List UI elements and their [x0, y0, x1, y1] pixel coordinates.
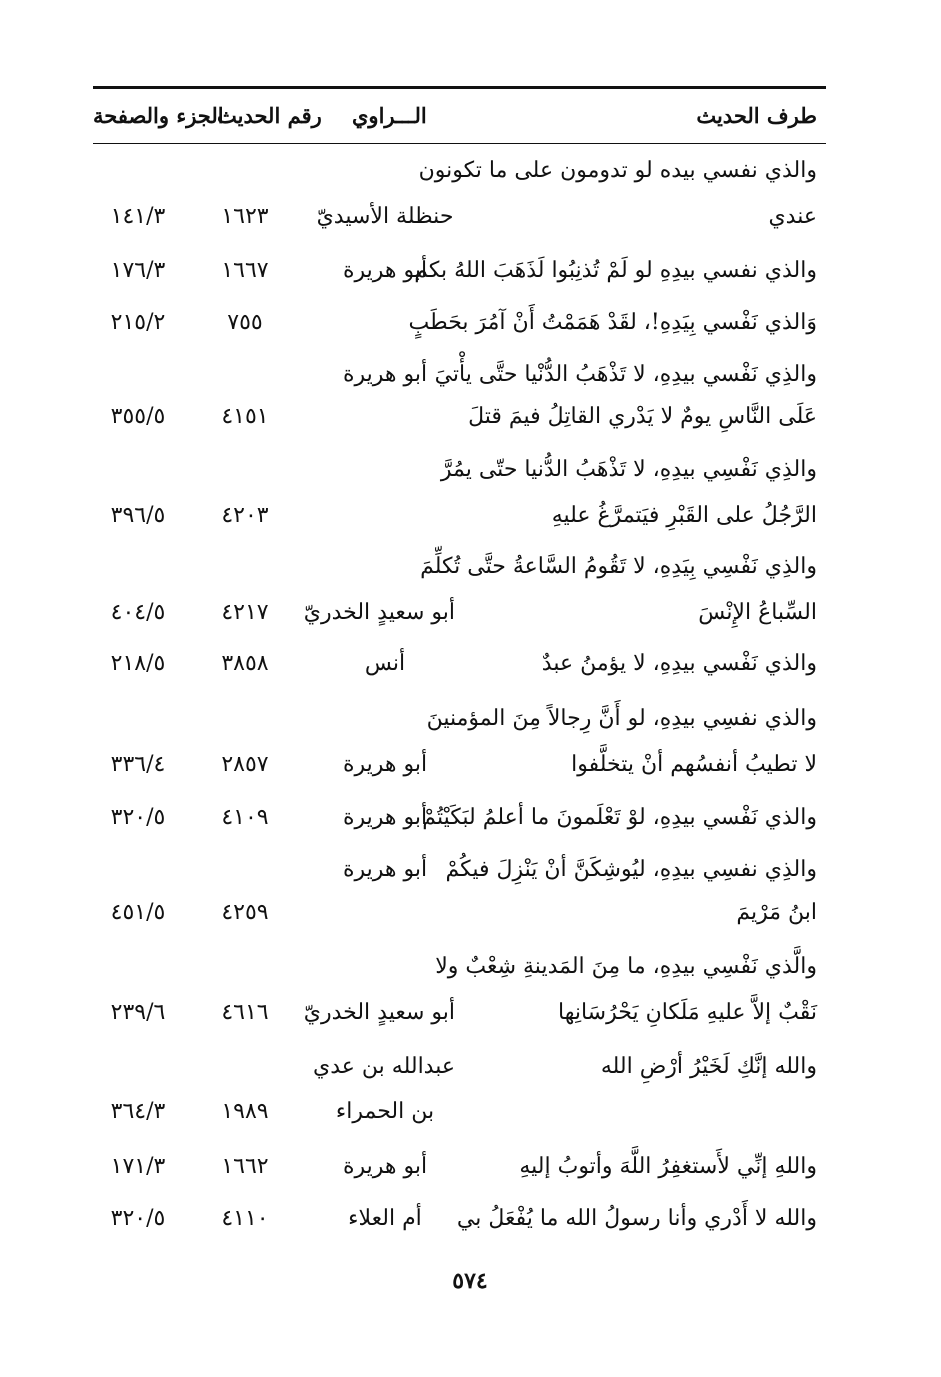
volume-page: ١٧٦/٣	[110, 258, 166, 283]
volume-page: ٢١٥/٢	[110, 310, 166, 335]
hadith-line: والذِي نفسِي بيدِهِ، ليُوشِكَنَّ أنْ يَنْزِلَ فيكُمْ	[445, 857, 817, 882]
volume-page: ٤٥١/٥	[110, 900, 166, 925]
volume-page: ٣٢٠/٥	[110, 805, 166, 830]
hadith-line: عَلَى النَّاسِ يومٌ لا يَدْري القاتِلُ فيمَ قتلَ	[468, 404, 817, 429]
hadith-number: ٤١٠٩	[221, 805, 269, 830]
hadith-number: ٤٢٥٩	[221, 900, 269, 925]
page-number: ٥٧٤	[452, 1268, 488, 1294]
narrator: أبو هريرة	[342, 1154, 428, 1179]
volume-page: ٣٦٤/٣	[110, 1099, 166, 1124]
hadith-number: ٣٨٥٨	[221, 651, 269, 676]
hadith-number: ٤٢٠٣	[221, 503, 269, 528]
hadith-line: والذي نفسِي بيدِهِ، لو أَنَّ رِجالاً مِنَ المؤمنينَ	[426, 706, 817, 731]
top-rule	[93, 86, 826, 89]
hadith-line: والله لا أَدْري وأنا رسولُ الله ما يُفْعَلُ بي	[456, 1206, 817, 1231]
hadith-line: والذِي نَفْسِي بيدِهِ، لا تَذْهَبُ الدُّنيا حتّى يمُرَّ	[440, 457, 817, 482]
narrator-continuation: بن الحمراء	[335, 1099, 435, 1124]
header-volume-page: الجزء والصفحة	[93, 103, 224, 128]
volume-page: ٣٩٦/٥	[110, 503, 166, 528]
hadith-number: ٤١٥١	[221, 404, 269, 429]
hadith-line: لا تطيبُ أنفسُهم أنْ يتخلَّفوا	[571, 752, 817, 777]
narrator: أبو هريرة	[342, 857, 428, 882]
volume-page: ٤٠٤/٥	[110, 600, 166, 625]
narrator: أم العلاء	[348, 1206, 422, 1231]
hadith-number: ٧٥٥	[227, 310, 263, 335]
volume-page: ٣٣٦/٤	[110, 752, 166, 777]
narrator: أبو هريرة	[342, 362, 428, 387]
hadith-number: ١٦٢٣	[221, 204, 269, 229]
volume-page: ١٧١/٣	[110, 1154, 166, 1179]
hadith-line: والله إنَّكِ لَخَيْرُ أرْضِ الله	[600, 1054, 817, 1079]
hadith-number: ٤١١٠	[221, 1206, 269, 1231]
hadith-line: والَّذي نَفْسِي بيدِهِ، ما مِنَ المَدينةِ شِعْبٌ ولا	[435, 954, 817, 979]
hadith-number: ٤٦١٦	[221, 1000, 269, 1025]
header-narrator: الـــراوي	[352, 103, 427, 128]
narrator: أبو هريرة	[342, 752, 428, 777]
hadith-line: واللهِ إنِّي لأَستغفِرُ اللَّهَ وأتوبُ إليهِ	[519, 1154, 817, 1179]
narrator: أبو سعيدٍ الخدريّ	[303, 600, 455, 625]
volume-page: ٣٥٥/٥	[110, 404, 166, 429]
volume-page: ٢١٨/٥	[110, 651, 166, 676]
hadith-line: عندي	[768, 204, 817, 229]
narrator: أبو هريرة	[342, 258, 428, 283]
hadith-line: والذِي نَفْسِي بِيَدِهِ، لا تَقُومُ السَّاعةُ حتَّى تُكلِّمَ	[420, 554, 817, 579]
header-hadith: طرف الحديث	[696, 103, 817, 128]
header-rule	[93, 143, 826, 144]
hadith-line: والذي نفسي بيده لو تدومون على ما تكونون	[418, 158, 817, 183]
narrator: أنس	[364, 651, 406, 676]
volume-page: ١٤١/٣	[110, 204, 166, 229]
hadith-number: ١٦٦٢	[221, 1154, 269, 1179]
volume-page: ٢٣٩/٦	[110, 1000, 166, 1025]
narrator: أبو هريرة	[342, 805, 428, 830]
hadith-line: السِّباعُ الإِنْسَ	[698, 600, 817, 625]
narrator: حنظلة الأسيديّ	[316, 204, 454, 229]
hadith-number: ١٦٦٧	[221, 258, 269, 283]
hadith-number: ٤٢١٧	[221, 600, 269, 625]
hadith-line: الرَّجُلُ على القَبْرِ فيَتمرَّغُ عليهِ	[551, 503, 817, 528]
hadith-line: والذي نفسي بيدِهِ لو لَمْ تُذنِبُوا لَذَهَبَ اللهُ بكم	[414, 258, 817, 283]
volume-page: ٣٢٠/٥	[110, 1206, 166, 1231]
hadith-line: والذِي نَفْسي بيدِهِ، لا تَذْهَبُ الدُّنْيا حتَّى يأْتيَ	[434, 362, 817, 387]
hadith-line: والذي نَفْسي بيدِهِ، لا يؤمنُ عبدٌ	[541, 651, 817, 676]
hadith-line: نَقْبٌ إلاَّ عليهِ مَلَكانِ يَحْرُسَانِها	[558, 1000, 817, 1025]
hadith-number: ٢٨٥٧	[221, 752, 269, 777]
hadith-line: وَالذي نَفْسي بِيَدِهِ!، لقَدْ هَمَمْتُ أَنْ آمُرَ بحَطَبٍ	[408, 310, 817, 335]
hadith-line: ابنُ مَرْيمَ	[736, 900, 817, 925]
narrator: أبو سعيدٍ الخدريّ	[303, 1000, 455, 1025]
hadith-line: والذي نَفْسي بيدِهِ، لوْ تَعْلَمونَ ما أعلمُ لبَكَيْتُمْ	[422, 805, 817, 830]
narrator: عبدالله بن عدي	[313, 1054, 455, 1079]
hadith-number: ١٩٨٩	[221, 1099, 269, 1124]
header-number: رقم الحديث	[217, 103, 322, 128]
